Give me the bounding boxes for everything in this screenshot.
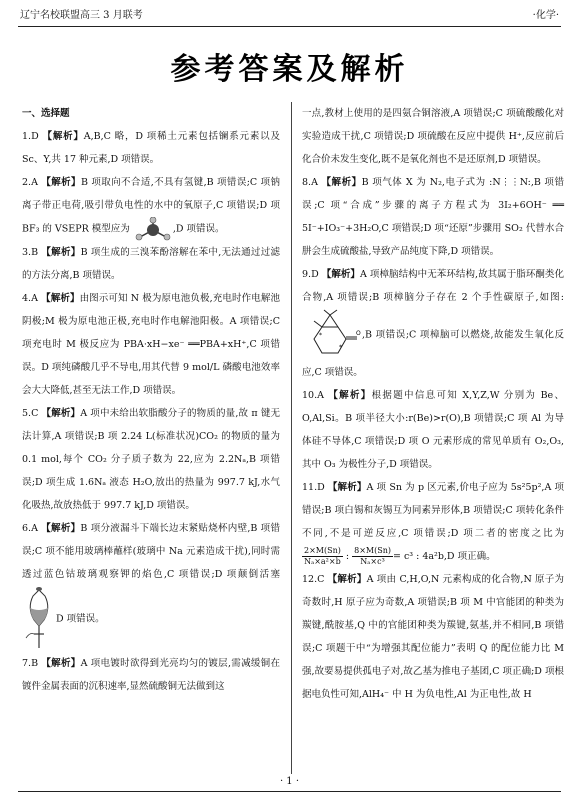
- separatory-funnel-icon: [22, 586, 56, 652]
- exam-name: 辽宁名校联盟高三 3 月联考: [20, 10, 143, 21]
- answer-q7: 7.B 【解析】A 项电镀时欲得到光亮均匀的镀层,需减缓铜在镀件金属表面的沉积速率,显然硫酸铜无法做到这: [22, 658, 280, 692]
- answer-q8: 8.A 【解析】B 项气体 X 为 N₂,电子式为 :N⋮⋮N:,B 项错误;C 项“合成”步骤的离子方程式为 3I₂+6OH⁻ ══ 5I⁻+IO₃⁻+3H₂O,C 项错误;D 项“还原”步骤用 SO₂ 代替水合肼会生成硫酸盐,导致产品纯度下降,D 项错误。: [302, 177, 564, 257]
- page-number: · 1 ·: [279, 776, 300, 787]
- density-fraction-1: $\frac{2\times M(Sn)}{\text{Nₐ×a²×b}}$: [304, 546, 341, 566]
- answer-q9: 9.D 【解析】A 项樟脑结构中无苯环结构,故其属于脂环酮类化合物,A 项错误;B 项樟脑分子存在 2 个手性碳原子,如图: O * * ,B 项错误;C 项樟脑可以燃烧,故能发生氧化反应,C 项错误。: [302, 269, 564, 378]
- bf3-vsepr-model-icon: [133, 217, 173, 241]
- subject-label: ·化学·: [532, 10, 559, 21]
- right-column: [302, 102, 564, 706]
- svg-text:*: *: [339, 344, 342, 351]
- density-fraction-2: $\frac{8\times M(Sn)}{\text{Nₐ×c³}}$: [354, 546, 391, 566]
- answer-q5: 5.C 【解析】A 项中未给出软脂酸分子的物质的量,故 π 键无法计算,A 项错误;B 项 2.24 L(标准状况)CO₂ 的物质的量为 0.1 mol,每个 CO₂ 分子质子数为 22,应为 2.2Nₐ,B 项错误;D 项生成 1.6Nₐ 液态 H₂O,放出的热量为 997.7 kJ,水气化吸热,故放热低于 997.7 kJ,D 项错误。: [22, 408, 280, 511]
- footer-rule: [18, 791, 561, 792]
- page-header: [18, 8, 561, 24]
- answer-q4: 4.A 【解析】由图示可知 N 极为原电池负极,充电时作电解池阴极;M 极为原电池正极,充电时作电解池阳极。A 项错误;C 项充电时 M 极反应为 PBA·xH−xe⁻ ══PBA+xH⁺,C 项错误。D 项纯磷酸几乎不导电,用其代替 9 mol/L 磷酸电池效率会大大降低,甚至无法工作,D 项错误。: [22, 293, 280, 396]
- page-title: 参考答案及解析: [170, 52, 409, 87]
- svg-text:*: *: [319, 332, 322, 339]
- column-divider: [291, 102, 292, 774]
- svg-text:O: O: [356, 330, 361, 337]
- answer-q2: 2.A 【解析】B 项取向不合适,不具有氢键,B 项错误;C 项钠离子带正电荷,吸引带负电性的水中的氧原子,C 项错误;D 项 BF₃ 的 VSEPR 模型应为 ,D 项错误。: [22, 171, 280, 241]
- answer-q3: 3.B 【解析】B 项生成的三溴苯酚溶解在苯中,无法通过过滤的方法分离,B 项错误。: [22, 247, 280, 281]
- left-column: [22, 102, 280, 698]
- header-rule: [18, 26, 561, 27]
- answer-q12: 12.C 【解析】A 项由 C,H,O,N 元素构成的化合物,N 原子为奇数时,H 原子应为奇数,A 项错误;B 项 M 中官能团的种类为羰键,酰胺基,Q 中的官能团种类为羰键,氨基,并不相同,B 项错误;C 项题干中“为增强其配位能力”表明 Q 的配位能力比 M 强,故要易提供孤电子对,故乙基为推电子基团,C 项正确;D 项根据电负性可知,AlH₄⁻ 中 H 为负电性,Al 为正电性,故 H: [302, 574, 564, 700]
- answer-q11: 11.D 【解析】A 项 Sn 为 p 区元素,价电子应为 5s²5p²,A 项错误;B 项白锡和灰锡互为同素异形体,B 项错误;C 项转化条件不同,不是可逆反应,C 项错误;D 项二者的密度之比为 $\frac{2\times M(Sn)}{\text{Nₐ×a²×b}}$ : $\frac{8\times M(Sn)}{\text{Nₐ×c³}}$ = c³ : 4a²b,D 项正确。: [302, 482, 564, 566]
- camphor-structure-icon: [302, 309, 362, 361]
- answer-q7-continued: 一点,教材上使用的是四氨合铜溶液,A 项错误;C 项硫酸酸化对实验造成干扰,C 项错误;D 项硫酸在反应中提供 H⁺,反应前后化合价未发生变化,既不是氧化剂也不是还原剂,D 项错误。: [302, 108, 564, 165]
- answer-q1: 1.D 【解析】A,B,C 略，D 项稀土元素包括镧系元素以及 Sc、Y,共 17 种元素,D 项错误。: [22, 131, 280, 165]
- answer-q10: 10.A 【解析】根据题中信息可知 X,Y,Z,W 分别为 Be、O,Al,Si。B 项半径大小:r(Be)>r(O),B 项错误;C 项 Al 为导体硅不导体,C 项错误;D 项 O 元素形成的常见单质有 O₂,O₃,其中 O₃ 为极性分子,D 项错误。: [302, 390, 564, 470]
- section-heading: 一、选择题: [22, 108, 70, 119]
- answer-q6: 6.A 【解析】B 项分液漏斗下端长边末紧贴烧杯内壁,B 项错误;C 项不能用玻璃棒蘸样(玻璃中 Na 元素造成干扰),同时需透过蓝色钴玻璃观察钾的焰色,C 项错误;D 项颠倒活塞 D 项错误。: [22, 517, 280, 652]
